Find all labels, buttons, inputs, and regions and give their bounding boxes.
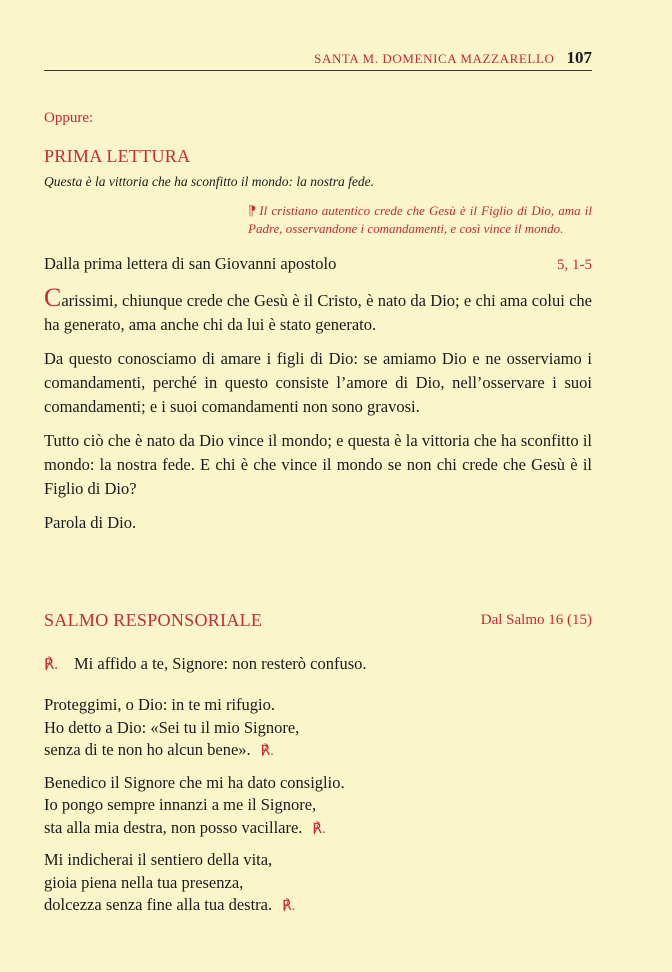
- reading-body: [44, 283, 592, 545]
- reading-title: PRIMA LETTURA: [44, 146, 191, 166]
- stanza-line-last: [44, 739, 345, 764]
- stanza-line: Mi indicherai il sentiero della vita,: [44, 850, 273, 869]
- note-mark-icon: ⁋: [248, 203, 257, 218]
- reading-closing: Parola di Dio.: [44, 513, 137, 532]
- psalm-stanza: [44, 772, 345, 842]
- psalm-title: SALMO RESPONSORIALE: [44, 610, 263, 630]
- stanza-line: Io pongo sempre innanzi a me il Signore,: [44, 795, 317, 814]
- stanza-line: dolcezza senza fine alla tua destra.: [44, 895, 273, 914]
- reading-paragraph: Da questo conosciamo di amare i figli di Dio: se amiamo Dio e ne osserviamo i comandamenti, perché in questo consiste l’amore di Dio, nell’osservare i suoi comandamenti; e i suoi comandamenti non sono gravosi.: [44, 349, 592, 416]
- page-number: 107: [566, 48, 592, 67]
- stanza-line: sta alla mia destra, non posso vacillare.: [44, 817, 303, 837]
- stanza-line: gioia piena nella tua presenza,: [44, 872, 244, 892]
- stanza-line: Proteggimi, o Dio: in te mi rifugio.: [44, 695, 275, 714]
- stanza-line-last: [44, 894, 345, 919]
- reading-note: [248, 202, 592, 238]
- stanza-line: Benedico il Signore che mi ha dato consiglio.: [44, 772, 345, 792]
- response-icon: ℟.: [260, 744, 274, 759]
- drop-cap: C: [44, 283, 62, 312]
- reading-source: Dalla prima lettera di san Giovanni apostolo: [44, 254, 337, 273]
- stanza-line: senza di te non ho alcun bene».: [44, 740, 251, 759]
- psalm-stanza: [44, 849, 345, 919]
- reading-reference: 5, 1-5: [557, 257, 592, 273]
- running-title: SANTA M. DOMENICA MAZZARELLO: [314, 51, 555, 66]
- paragraph-text: arissimi, chiunque crede che Gesù è il Cristo, è nato da Dio; e chi ama colui che ha generato, ama anche chi da lui è stato generato.: [44, 291, 592, 334]
- note-text: Il cristiano autentico crede che Gesù è il Figlio di Dio, ama il Padre, osservandone i comandamenti, e così vince il mondo.: [248, 203, 592, 236]
- reading-paragraph: Tutto ciò che è nato da Dio vince il mondo; e questa è la vittoria che ha sconfitto il mondo: la nostra fede. E chi è che vince il mondo se non chi crede che Gesù è il Figlio di Dio?: [44, 431, 592, 498]
- reading-source-line: [44, 254, 592, 274]
- page-header: [44, 48, 592, 68]
- reading-paragraph: [44, 283, 592, 337]
- stanza-line: Ho detto a Dio: «Sei tu il mio Signore,: [44, 717, 300, 737]
- refrain-text: Mi affido a te, Signore: non resterò confuso.: [74, 654, 367, 673]
- response-icon: ℟.: [282, 899, 296, 914]
- psalm-refrain: [44, 654, 367, 674]
- psalm-reference: Dal Salmo 16 (15): [480, 612, 592, 628]
- reading-subtitle: Questa è la vittoria che ha sconfitto il mondo: la nostra fede.: [44, 174, 374, 189]
- response-icon: ℟.: [312, 821, 326, 837]
- header-rule: [44, 70, 592, 71]
- psalm-stanzas: [44, 694, 345, 927]
- alternative-label: Oppure:: [44, 110, 94, 126]
- psalm-stanza: [44, 694, 345, 764]
- stanza-line-last: [44, 817, 345, 842]
- response-icon: ℟.: [44, 657, 59, 673]
